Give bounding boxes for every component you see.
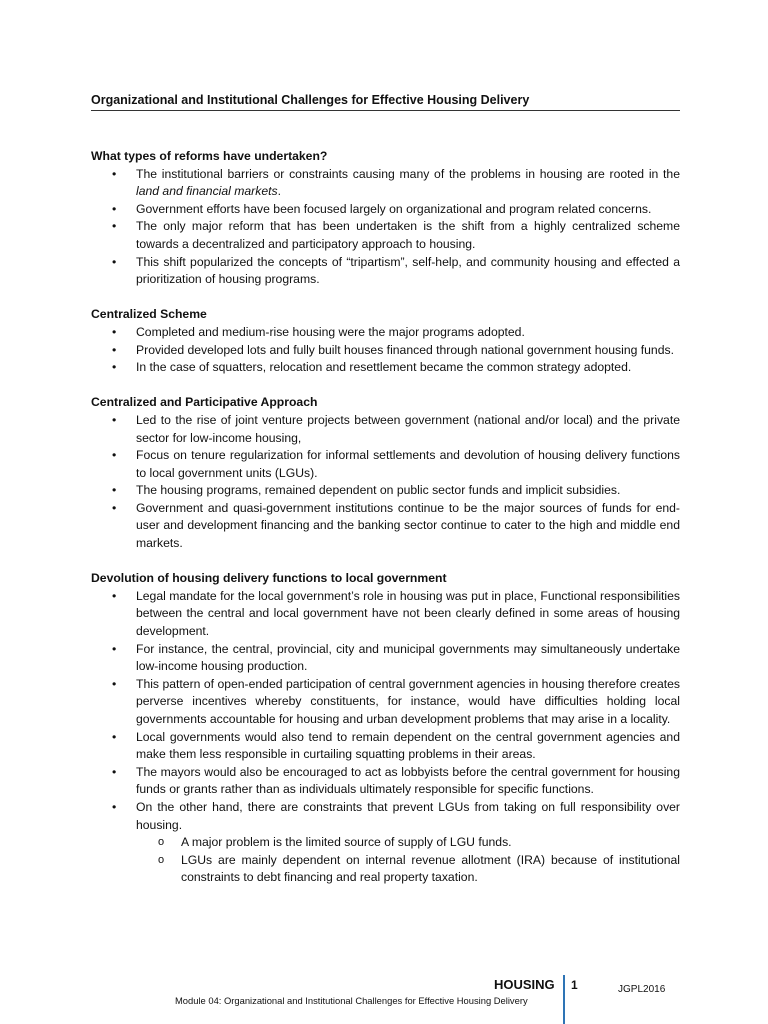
bullet-text-end: . — [277, 184, 281, 199]
sub-bullet-text: LGUs are mainly dependent on internal revenue allotment (IRA) because of institutional constraints to debt financing and real property taxation. — [181, 852, 680, 885]
bullet-emphasis: land and financial markets — [136, 184, 278, 199]
bullet-marker: • — [112, 360, 117, 375]
bullet-list — [91, 166, 680, 289]
bullet-marker: • — [112, 324, 117, 339]
bullet-text: The only major reform that has been undertaken is the shift from a highly centralized scheme towards a decentralized and participatory approach to housing. — [136, 219, 680, 251]
bullet-text: Provided developed lots and fully built houses financed through national government housing funds. — [136, 342, 674, 357]
bullet-item — [91, 342, 680, 360]
bullet-marker: • — [112, 342, 117, 357]
page-header-title: Organizational and Institutional Challenges for Effective Housing Delivery — [91, 93, 680, 111]
section-heading: Devolution of housing delivery functions to local government — [91, 571, 447, 586]
section — [91, 394, 680, 552]
bullet-item — [91, 166, 680, 201]
bullet-item — [91, 412, 680, 447]
bullet-item — [91, 641, 680, 676]
bullet-text: Led to the rise of joint venture projects between government (national and/or local) and the private sector for low-income housing, — [136, 412, 680, 445]
footer-document-code: JGPL2016 — [618, 984, 666, 995]
sub-bullet-item — [136, 852, 680, 887]
bullet-marker: • — [112, 483, 117, 498]
bullet-text: The institutional barriers or constraints causing many of the problems in housing are rooted in the — [136, 166, 680, 181]
bullet-list — [91, 324, 680, 377]
section — [91, 570, 680, 887]
footer-page-number: 1 — [571, 978, 578, 992]
sub-bullet-item — [136, 834, 680, 852]
section — [91, 306, 680, 376]
bullet-marker: • — [112, 166, 117, 181]
bullet-marker: • — [112, 254, 117, 269]
bullet-marker: • — [112, 448, 117, 463]
bullet-text: This shift popularized the concepts of “tripartism”, self-help, and community housing and effected a prioritization of housing programs. — [136, 254, 680, 287]
section-heading: What types of reforms have undertaken? — [91, 149, 328, 163]
bullet-item — [91, 447, 680, 482]
bullet-marker: • — [112, 676, 117, 691]
document-body — [91, 148, 680, 905]
bullet-item — [91, 482, 680, 500]
bullet-text: In the case of squatters, relocation and resettlement became the common strategy adopted. — [136, 360, 632, 375]
sub-bullet-list — [136, 834, 680, 887]
bullet-text: Completed and medium-rise housing were the major programs adopted. — [136, 324, 525, 339]
footer-module-title: Module 04: Organizational and Institutional Challenges for Effective Housing Delivery — [175, 995, 528, 1006]
bullet-marker: • — [112, 201, 117, 216]
bullet-text: This pattern of open-ended participation of central government agencies in housing therefore creates perverse incentives whereby constituents, for instance, would have difficulties holding local governments accountable for housing and urban development problems that may arise in a locality. — [136, 676, 680, 726]
bullet-marker: • — [112, 588, 117, 603]
bullet-item — [91, 218, 680, 253]
bullet-text: The housing programs, remained dependent on public sector funds and implicit subsidies. — [136, 483, 621, 498]
bullet-marker: • — [112, 799, 117, 814]
bullet-item — [91, 324, 680, 342]
bullet-marker: • — [112, 729, 117, 744]
section-heading: Centralized and Participative Approach — [91, 395, 318, 410]
bullet-item — [91, 764, 680, 799]
bullet-item — [91, 676, 680, 729]
bullet-text: For instance, the central, provincial, city and municipal governments may simultaneously undertake low-income housing production. — [136, 641, 680, 674]
bullet-item — [91, 359, 680, 377]
bullet-item — [91, 729, 680, 764]
bullet-item — [91, 588, 680, 641]
bullet-marker: • — [112, 219, 117, 234]
bullet-list — [91, 588, 680, 887]
bullet-text: Government and quasi-government institutions continue to be the major sources of funds for end-user and development financing and the banking sector continue to cater to the high and middle end markets. — [136, 500, 680, 551]
bullet-item — [91, 254, 680, 289]
footer-divider — [563, 975, 565, 1024]
section — [91, 148, 680, 289]
bullet-marker: • — [112, 412, 117, 427]
bullet-text: Local governments would also tend to remain dependent on the central government agencies and make them less responsible in curtailing squatting problems in their areas. — [136, 729, 680, 762]
bullet-item — [91, 799, 680, 887]
section-heading: Centralized Scheme — [91, 307, 207, 322]
sub-bullet-text: A major problem is the limited source of supply of LGU funds. — [181, 835, 512, 850]
bullet-text: On the other hand, there are constraints that prevent LGUs from taking on full responsibility over housing. — [136, 799, 680, 832]
bullet-item — [91, 500, 680, 553]
bullet-list — [91, 412, 680, 553]
footer-housing-label: HOUSING — [494, 977, 555, 992]
bullet-item — [91, 201, 680, 219]
sub-bullet-marker: o — [158, 853, 165, 866]
bullet-text: Legal mandate for the local government’s role in housing was put in place, Functional responsibilities between the central and local government have not been clearly defined in some areas of housing development. — [136, 588, 680, 639]
bullet-text: The mayors would also be encouraged to act as lobbyists before the central government for housing funds or grants rather than as individuals ultimately responsible for specific functions. — [136, 764, 680, 797]
bullet-marker: • — [112, 500, 117, 515]
bullet-text: Focus on tenure regularization for informal settlements and devolution of housing delivery functions to local government units (LGUs). — [136, 448, 680, 480]
bullet-marker: • — [112, 764, 117, 779]
bullet-text: Government efforts have been focused largely on organizational and program related concerns. — [136, 201, 652, 216]
bullet-marker: • — [112, 641, 117, 656]
sub-bullet-marker: o — [158, 836, 165, 849]
